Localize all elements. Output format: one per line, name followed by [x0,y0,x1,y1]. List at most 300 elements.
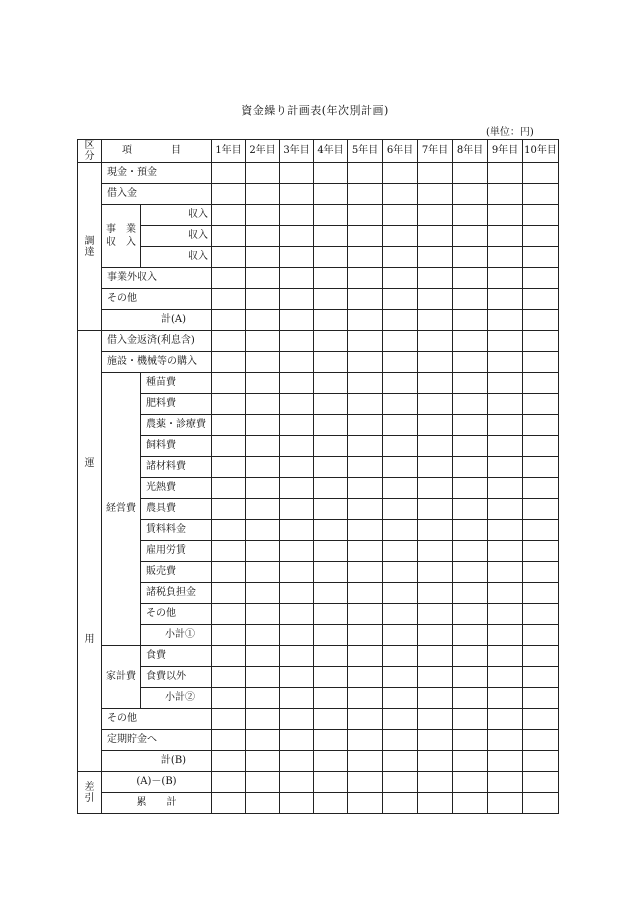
amount-cell[interactable] [280,478,314,499]
amount-cell[interactable] [418,541,453,562]
amount-cell[interactable] [453,478,488,499]
amount-cell[interactable] [383,793,418,814]
amount-cell[interactable] [348,604,383,625]
amount-cell[interactable] [212,688,246,709]
amount-cell[interactable] [246,478,280,499]
amount-cell[interactable] [246,184,280,205]
amount-cell[interactable] [418,205,453,226]
amount-cell[interactable] [523,247,559,268]
amount-cell[interactable] [418,268,453,289]
amount-cell[interactable] [488,373,523,394]
amount-cell[interactable] [523,730,559,751]
amount-cell[interactable] [488,310,523,331]
amount-cell[interactable] [280,394,314,415]
amount-cell[interactable] [246,667,280,688]
amount-cell[interactable] [523,331,559,352]
amount-cell[interactable] [314,394,348,415]
amount-cell[interactable] [488,457,523,478]
amount-cell[interactable] [314,457,348,478]
amount-cell[interactable] [314,373,348,394]
amount-cell[interactable] [246,226,280,247]
amount-cell[interactable] [314,331,348,352]
amount-cell[interactable] [314,772,348,793]
amount-cell[interactable] [453,541,488,562]
amount-cell[interactable] [488,793,523,814]
amount-cell[interactable] [246,352,280,373]
amount-cell[interactable] [348,625,383,646]
amount-cell[interactable] [453,289,488,310]
amount-cell[interactable] [246,709,280,730]
amount-cell[interactable] [418,667,453,688]
amount-cell[interactable] [418,625,453,646]
amount-cell[interactable] [212,394,246,415]
amount-cell[interactable] [212,520,246,541]
amount-cell[interactable] [348,226,383,247]
amount-cell[interactable] [246,247,280,268]
amount-cell[interactable] [246,163,280,184]
amount-cell[interactable] [314,478,348,499]
amount-cell[interactable] [280,457,314,478]
amount-cell[interactable] [488,436,523,457]
amount-cell[interactable] [418,499,453,520]
amount-cell[interactable] [246,331,280,352]
amount-cell[interactable] [280,646,314,667]
amount-cell[interactable] [453,163,488,184]
amount-cell[interactable] [418,730,453,751]
amount-cell[interactable] [348,289,383,310]
amount-cell[interactable] [523,793,559,814]
amount-cell[interactable] [314,688,348,709]
amount-cell[interactable] [314,163,348,184]
amount-cell[interactable] [314,646,348,667]
amount-cell[interactable] [348,583,383,604]
amount-cell[interactable] [523,478,559,499]
amount-cell[interactable] [314,604,348,625]
amount-cell[interactable] [418,457,453,478]
amount-cell[interactable] [280,520,314,541]
amount-cell[interactable] [488,520,523,541]
amount-cell[interactable] [314,247,348,268]
amount-cell[interactable] [348,751,383,772]
amount-cell[interactable] [212,772,246,793]
amount-cell[interactable] [246,310,280,331]
amount-cell[interactable] [280,373,314,394]
amount-cell[interactable] [348,772,383,793]
amount-cell[interactable] [453,625,488,646]
amount-cell[interactable] [246,772,280,793]
amount-cell[interactable] [280,436,314,457]
amount-cell[interactable] [418,163,453,184]
amount-cell[interactable] [383,163,418,184]
amount-cell[interactable] [488,646,523,667]
amount-cell[interactable] [348,646,383,667]
amount-cell[interactable] [383,709,418,730]
amount-cell[interactable] [523,163,559,184]
amount-cell[interactable] [488,205,523,226]
amount-cell[interactable] [246,604,280,625]
amount-cell[interactable] [453,226,488,247]
amount-cell[interactable] [523,520,559,541]
amount-cell[interactable] [453,205,488,226]
amount-cell[interactable] [280,709,314,730]
amount-cell[interactable] [453,394,488,415]
amount-cell[interactable] [488,751,523,772]
amount-cell[interactable] [488,268,523,289]
amount-cell[interactable] [488,478,523,499]
amount-cell[interactable] [523,562,559,583]
amount-cell[interactable] [314,205,348,226]
amount-cell[interactable] [383,352,418,373]
amount-cell[interactable] [453,688,488,709]
amount-cell[interactable] [523,310,559,331]
amount-cell[interactable] [523,583,559,604]
amount-cell[interactable] [383,478,418,499]
amount-cell[interactable] [488,499,523,520]
amount-cell[interactable] [383,184,418,205]
amount-cell[interactable] [212,751,246,772]
amount-cell[interactable] [418,646,453,667]
amount-cell[interactable] [280,583,314,604]
amount-cell[interactable] [212,310,246,331]
amount-cell[interactable] [348,373,383,394]
amount-cell[interactable] [453,667,488,688]
amount-cell[interactable] [212,583,246,604]
amount-cell[interactable] [453,793,488,814]
amount-cell[interactable] [488,415,523,436]
amount-cell[interactable] [246,415,280,436]
amount-cell[interactable] [348,415,383,436]
amount-cell[interactable] [280,667,314,688]
amount-cell[interactable] [488,331,523,352]
amount-cell[interactable] [212,163,246,184]
amount-cell[interactable] [280,289,314,310]
amount-cell[interactable] [453,604,488,625]
amount-cell[interactable] [246,583,280,604]
amount-cell[interactable] [314,751,348,772]
amount-cell[interactable] [246,751,280,772]
amount-cell[interactable] [523,667,559,688]
amount-cell[interactable] [453,730,488,751]
amount-cell[interactable] [453,562,488,583]
amount-cell[interactable] [418,373,453,394]
amount-cell[interactable] [453,499,488,520]
amount-cell[interactable] [246,562,280,583]
amount-cell[interactable] [453,373,488,394]
amount-cell[interactable] [383,646,418,667]
amount-cell[interactable] [488,562,523,583]
amount-cell[interactable] [488,184,523,205]
amount-cell[interactable] [383,394,418,415]
amount-cell[interactable] [314,793,348,814]
amount-cell[interactable] [314,541,348,562]
amount-cell[interactable] [280,310,314,331]
amount-cell[interactable] [488,604,523,625]
amount-cell[interactable] [418,289,453,310]
amount-cell[interactable] [523,352,559,373]
amount-cell[interactable] [383,436,418,457]
amount-cell[interactable] [212,499,246,520]
amount-cell[interactable] [488,583,523,604]
amount-cell[interactable] [314,352,348,373]
amount-cell[interactable] [212,709,246,730]
amount-cell[interactable] [488,772,523,793]
amount-cell[interactable] [383,667,418,688]
amount-cell[interactable] [212,289,246,310]
amount-cell[interactable] [212,331,246,352]
amount-cell[interactable] [246,394,280,415]
amount-cell[interactable] [383,331,418,352]
amount-cell[interactable] [383,310,418,331]
amount-cell[interactable] [453,709,488,730]
amount-cell[interactable] [383,289,418,310]
amount-cell[interactable] [488,709,523,730]
amount-cell[interactable] [418,520,453,541]
amount-cell[interactable] [523,709,559,730]
amount-cell[interactable] [212,226,246,247]
amount-cell[interactable] [383,604,418,625]
amount-cell[interactable] [314,310,348,331]
amount-cell[interactable] [314,709,348,730]
amount-cell[interactable] [523,289,559,310]
amount-cell[interactable] [453,310,488,331]
amount-cell[interactable] [348,478,383,499]
amount-cell[interactable] [280,331,314,352]
amount-cell[interactable] [418,478,453,499]
amount-cell[interactable] [418,394,453,415]
amount-cell[interactable] [280,604,314,625]
amount-cell[interactable] [212,541,246,562]
amount-cell[interactable] [280,730,314,751]
amount-cell[interactable] [383,583,418,604]
amount-cell[interactable] [523,226,559,247]
amount-cell[interactable] [453,352,488,373]
amount-cell[interactable] [348,457,383,478]
amount-cell[interactable] [453,751,488,772]
amount-cell[interactable] [383,226,418,247]
amount-cell[interactable] [246,541,280,562]
amount-cell[interactable] [280,226,314,247]
amount-cell[interactable] [246,289,280,310]
amount-cell[interactable] [314,436,348,457]
amount-cell[interactable] [246,730,280,751]
amount-cell[interactable] [348,541,383,562]
amount-cell[interactable] [488,289,523,310]
amount-cell[interactable] [418,436,453,457]
amount-cell[interactable] [418,709,453,730]
amount-cell[interactable] [348,352,383,373]
amount-cell[interactable] [314,583,348,604]
amount-cell[interactable] [488,163,523,184]
amount-cell[interactable] [418,247,453,268]
amount-cell[interactable] [453,457,488,478]
amount-cell[interactable] [418,226,453,247]
amount-cell[interactable] [418,604,453,625]
amount-cell[interactable] [383,205,418,226]
amount-cell[interactable] [212,646,246,667]
amount-cell[interactable] [280,247,314,268]
amount-cell[interactable] [523,457,559,478]
amount-cell[interactable] [488,667,523,688]
amount-cell[interactable] [314,625,348,646]
amount-cell[interactable] [348,205,383,226]
amount-cell[interactable] [523,394,559,415]
amount-cell[interactable] [488,394,523,415]
amount-cell[interactable] [348,688,383,709]
amount-cell[interactable] [418,793,453,814]
amount-cell[interactable] [280,205,314,226]
amount-cell[interactable] [383,625,418,646]
amount-cell[interactable] [212,478,246,499]
amount-cell[interactable] [246,625,280,646]
amount-cell[interactable] [280,625,314,646]
amount-cell[interactable] [212,247,246,268]
amount-cell[interactable] [418,583,453,604]
amount-cell[interactable] [453,436,488,457]
amount-cell[interactable] [453,184,488,205]
amount-cell[interactable] [314,730,348,751]
amount-cell[interactable] [212,457,246,478]
amount-cell[interactable] [348,310,383,331]
amount-cell[interactable] [280,793,314,814]
amount-cell[interactable] [280,499,314,520]
amount-cell[interactable] [383,457,418,478]
amount-cell[interactable] [418,562,453,583]
amount-cell[interactable] [488,352,523,373]
amount-cell[interactable] [348,247,383,268]
amount-cell[interactable] [383,415,418,436]
amount-cell[interactable] [453,415,488,436]
amount-cell[interactable] [314,562,348,583]
amount-cell[interactable] [348,730,383,751]
amount-cell[interactable] [523,688,559,709]
amount-cell[interactable] [314,184,348,205]
amount-cell[interactable] [246,268,280,289]
amount-cell[interactable] [348,562,383,583]
amount-cell[interactable] [348,793,383,814]
amount-cell[interactable] [453,772,488,793]
amount-cell[interactable] [418,688,453,709]
amount-cell[interactable] [418,331,453,352]
amount-cell[interactable] [383,247,418,268]
amount-cell[interactable] [212,373,246,394]
amount-cell[interactable] [280,184,314,205]
amount-cell[interactable] [212,268,246,289]
amount-cell[interactable] [314,415,348,436]
amount-cell[interactable] [488,247,523,268]
amount-cell[interactable] [383,688,418,709]
amount-cell[interactable] [383,373,418,394]
amount-cell[interactable] [488,730,523,751]
amount-cell[interactable] [453,247,488,268]
amount-cell[interactable] [523,625,559,646]
amount-cell[interactable] [523,268,559,289]
amount-cell[interactable] [348,184,383,205]
amount-cell[interactable] [418,751,453,772]
amount-cell[interactable] [418,310,453,331]
amount-cell[interactable] [523,499,559,520]
amount-cell[interactable] [212,436,246,457]
amount-cell[interactable] [348,667,383,688]
amount-cell[interactable] [314,520,348,541]
amount-cell[interactable] [348,436,383,457]
amount-cell[interactable] [246,499,280,520]
amount-cell[interactable] [246,205,280,226]
amount-cell[interactable] [523,751,559,772]
amount-cell[interactable] [383,751,418,772]
amount-cell[interactable] [246,373,280,394]
amount-cell[interactable] [348,331,383,352]
amount-cell[interactable] [383,562,418,583]
amount-cell[interactable] [246,520,280,541]
amount-cell[interactable] [212,793,246,814]
amount-cell[interactable] [488,226,523,247]
amount-cell[interactable] [280,562,314,583]
amount-cell[interactable] [523,604,559,625]
amount-cell[interactable] [348,163,383,184]
amount-cell[interactable] [280,415,314,436]
amount-cell[interactable] [523,541,559,562]
amount-cell[interactable] [314,667,348,688]
amount-cell[interactable] [348,520,383,541]
amount-cell[interactable] [314,289,348,310]
amount-cell[interactable] [314,226,348,247]
amount-cell[interactable] [246,646,280,667]
amount-cell[interactable] [383,541,418,562]
amount-cell[interactable] [280,772,314,793]
amount-cell[interactable] [246,688,280,709]
amount-cell[interactable] [280,688,314,709]
amount-cell[interactable] [212,625,246,646]
amount-cell[interactable] [348,499,383,520]
amount-cell[interactable] [488,688,523,709]
amount-cell[interactable] [383,772,418,793]
amount-cell[interactable] [280,268,314,289]
amount-cell[interactable] [418,415,453,436]
amount-cell[interactable] [453,520,488,541]
amount-cell[interactable] [212,205,246,226]
amount-cell[interactable] [523,184,559,205]
amount-cell[interactable] [212,667,246,688]
amount-cell[interactable] [280,541,314,562]
amount-cell[interactable] [246,793,280,814]
amount-cell[interactable] [523,205,559,226]
amount-cell[interactable] [383,499,418,520]
amount-cell[interactable] [314,499,348,520]
amount-cell[interactable] [383,730,418,751]
amount-cell[interactable] [383,520,418,541]
amount-cell[interactable] [488,625,523,646]
amount-cell[interactable] [348,394,383,415]
amount-cell[interactable] [246,457,280,478]
amount-cell[interactable] [523,415,559,436]
amount-cell[interactable] [418,352,453,373]
amount-cell[interactable] [212,604,246,625]
amount-cell[interactable] [212,352,246,373]
amount-cell[interactable] [523,772,559,793]
amount-cell[interactable] [453,268,488,289]
amount-cell[interactable] [453,331,488,352]
amount-cell[interactable] [212,415,246,436]
amount-cell[interactable] [314,268,348,289]
amount-cell[interactable] [488,541,523,562]
amount-cell[interactable] [453,646,488,667]
amount-cell[interactable] [280,163,314,184]
amount-cell[interactable] [212,562,246,583]
amount-cell[interactable] [383,268,418,289]
amount-cell[interactable] [418,772,453,793]
amount-cell[interactable] [453,583,488,604]
amount-cell[interactable] [246,436,280,457]
